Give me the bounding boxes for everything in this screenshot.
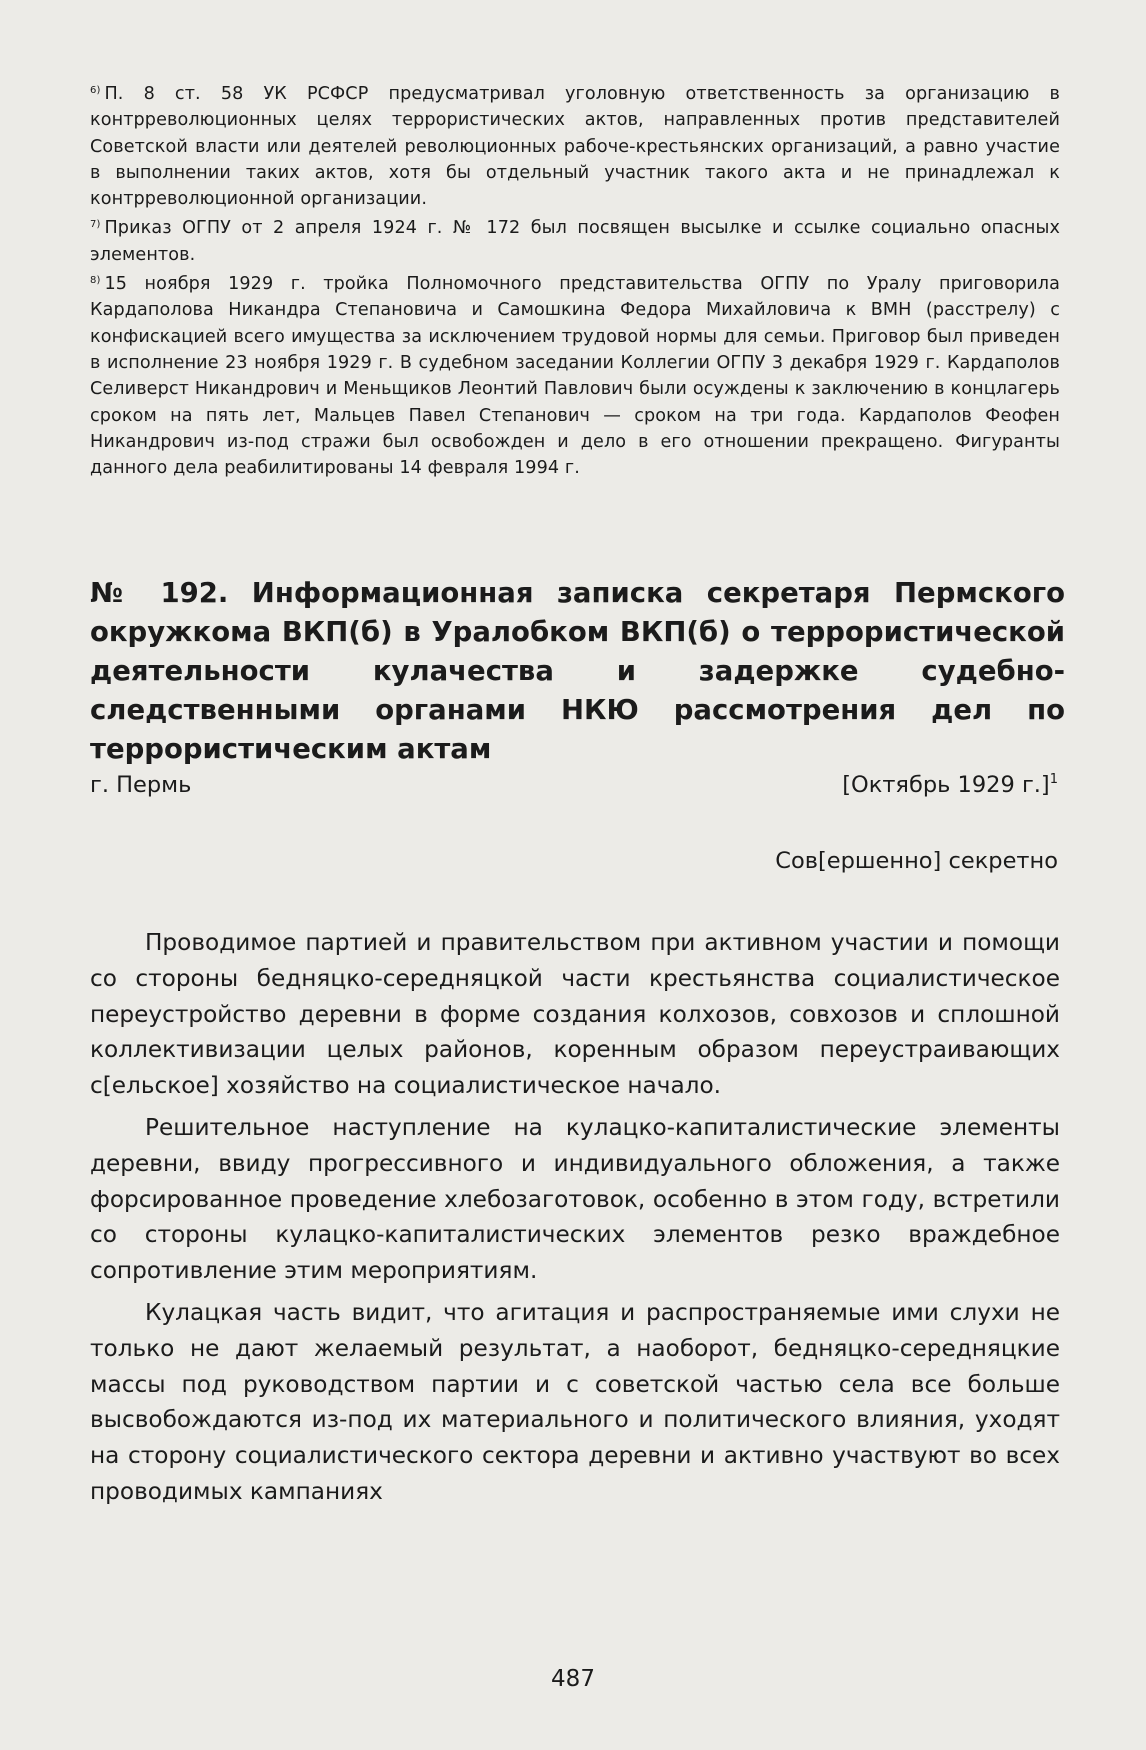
body-paragraph: Проводимое партией и правительством при активном участии и помощи со стороны бедняцко-середняцкой части крестьянства социалистическое переустройство деревни в форме создания колхозов, совхозов и сплошной коллективизации целых районов, коренным образом переустраивающих с[ельское] хозяйство на социалистическое начало. [90,929,1060,1100]
footnote-text: 15 ноября 1929 г. тройка Полномочного представительства ОГПУ по Уралу приговорила Кардаполова Никандра Степановича и Самошкина Федора Михайловича к ВМН (расстрелу) с конфискацией всего имущества за исключением трудовой нормы для семьи. Приговор был приведен в исполнение 23 ноября 1929 г. В судебном заседании Коллегии ОГПУ 3 декабря 1929 г. Кардаполов Селиверст Никандрович и Меньщиков Леонтий Павлович были осуждены к заключению в концлагерь сроком на пять лет, Мальцев Павел Степанович — сроком на три года. Кардаполов Феофен Никандрович из-под стражи был освобожден и дело в его отношении прекращено. Фигуранты данного дела реабилитированы 14 февраля 1994 г. [90,274,1060,479]
body-paragraph: Кулацкая часть видит, что агитация и распространяемые ими слухи не только не дают желаемый результат, а наоборот, бедняцко-середняцкие массы под руководством партии и с советской частью села все больше высвобождаются из-под их материального и политического влияния, уходят на сторону социалистического сектора деревни и активно участвуют во всех проводимых кампаниях [90,1298,1060,1505]
document-title: № 192. Информационная записка секретаря Пермского окружкома ВКП(б) в Уралобком ВКП(б) о террористической деятельности кулачества и задержке судебно-следственными органами НКЮ рассмотрения дел по террористическим актам [90,577,1065,765]
page-number: 487 [551,1666,595,1692]
footnote-marker: 6) [90,85,101,96]
footnote-marker: 8) [90,275,101,287]
footnote-text: П. 8 ст. 58 УК РСФСР предусматривал уголовную ответственность за организацию в контрреволюционных целях террористических актов, направленных против представителей Советской власти или деятелей революционных рабоче-крестьянских организаций, а равно участие в выполнении таких актов, хотя бы отдельный участник такого акта и не принадлежал к контрреволюционной организации. [90,84,1060,210]
footnotes [90,78,1060,481]
footnote-6 [90,78,1060,212]
document-place: г. Пермь [90,772,192,798]
body-paragraph: Решительное наступление на кулацко-капиталистические элементы деревни, ввиду прогрессивного и индивидуального обложения, а также форсированное проведение хлебозаготовок, особенно в этом году, встретили со стороны кулацко-капиталистических элементов резко враждебное сопротивление этим мероприятиям. [90,1113,1060,1285]
document-date-text: [Октябрь 1929 г.] [842,772,1050,798]
classification-stamp: Сов[ершенно] секретно [775,848,1058,874]
footnote-7 [90,212,1060,268]
document-body [90,925,1060,1516]
footnote-text: Приказ ОГПУ от 2 апреля 1924 г. № 172 был посвящен высылке и ссылке социально опасных элементов. [90,218,1060,265]
footnote-8 [90,268,1060,481]
document-date [842,765,1058,800]
date-footnote-marker: 1 [1049,772,1058,787]
footnote-marker: 7) [90,219,101,231]
